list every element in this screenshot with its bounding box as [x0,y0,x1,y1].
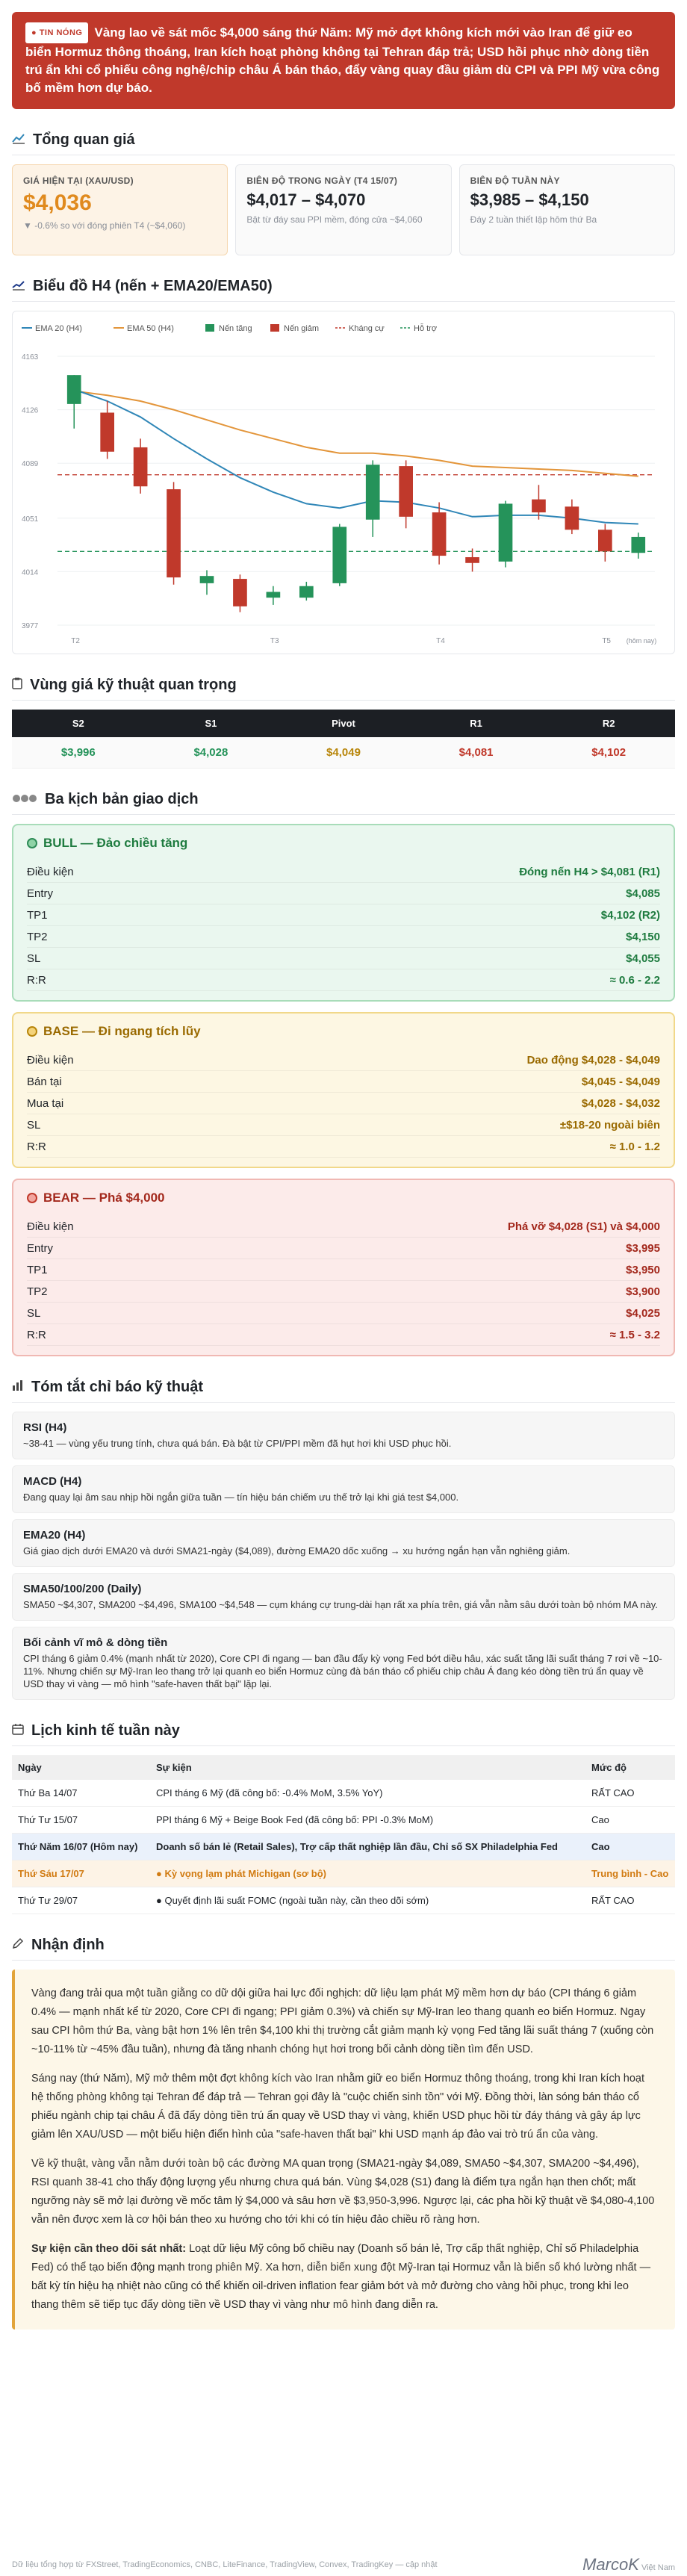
overview-title: Tổng quan giá [12,131,675,155]
weekly-range-card: BIÊN ĐỘ TUẦN NÀY $3,985 – $4,150 Đáy 2 tuần thiết lập hôm thứ Ba [459,164,675,255]
y-tick-label: 3977 [22,622,39,630]
candle-down [565,506,579,530]
levels-title: Vùng giá kỹ thuật quan trọng [12,677,675,701]
level-r1: $4,081 [410,737,543,769]
bear-dot-icon [27,1193,37,1203]
base-dot-icon [27,1026,37,1037]
level-header: S2 [12,710,145,737]
brand-logo: MarcoK Việt Nam [582,2555,675,2574]
candle-up [67,375,81,404]
current-price: $4,036 [23,190,92,215]
indicator-ema20: EMA20 (H4) Giá giao dịch dưới EMA20 và dưới SMA21-ngày ($4,089), đường EMA20 dốc xuống → xu hướng ngắn hạn vẫn nghiêng giảm. [12,1519,675,1567]
candle-down [432,512,447,556]
table-row: Thứ Sáu 17/07 ● Kỳ vọng lạm phát Michigan (sơ bộ) Trung bình - Cao [12,1860,675,1887]
bear-scenario: BEAR — Phá $4,000 Điều kiện Phá vỡ $4,028 (S1) và $4,000 Entry $3,995 TP1 $3,950 TP2 $3,900 SL $4,025 R:R ≈ 1.5 - 3.2 [12,1179,675,1356]
candle-down [167,489,181,577]
breaking-text: Vàng lao về sát mốc $4,000 sáng thứ Năm: Mỹ mở đợt không kích mới vào Iran để giữ eo biển Hormuz thông thoáng, Iran kích hoạt phòng không tại Tehran đáp trả; USD hồi phục nhờ dòng tiền trú ẩn khi cổ phiếu công nghệ/chip châu Á bán tháo, đẩy vàng quay đầu giảm dù CPI và PPI Mỹ vừa công bố mềm hơn dự báo. [25,25,660,95]
calendar-table: Ngày Sự kiện Mức độ Thứ Ba 14/07 CPI tháng 6 Mỹ (đã công bố: -0.4% MoM, 3.5% YoY) RẤT CAO Thứ Tư 15/07 PPI tháng 6 Mỹ + Beige Book Fed (đã công bố: PPI -0.3% MoM) Cao Thứ Năm 16/07 (Hôm nay) Doanh số bán lẻ (Retail Sales), Trợ cấp thất nghiệp lần đầu, Chỉ số SX Philadelphia Fed Cao Thứ Sáu 17/07 ● Kỳ vọng lạm phát Michigan (sơ bộ) Trung bình - Cao Thứ Tư 29/07 ● Quyết định lãi suất FOMC (ngoài tuần này, cần theo dõi sớm) RẤT CAO [12,1755,675,1914]
candle-down [134,447,148,486]
daily-range-card: BIÊN ĐỘ TRONG NGÀY (T4 15/07) $4,017 – $4,070 Bật từ đáy sau PPI mềm, đóng cửa ~$4,060 [235,164,451,255]
legend-label: Nến tăng [219,324,252,333]
candle-up [200,576,214,583]
legend-label: Hỗ trợ [414,324,438,333]
indicators-title: Tóm tắt chỉ báo kỹ thuật [12,1379,675,1403]
legend-swatch [205,324,214,332]
chart-icon [12,132,25,148]
x-tick-label: T5 [602,637,612,645]
verdict-title: Nhận định [12,1937,675,1961]
calendar-title: Lịch kinh tế tuần này [12,1722,675,1746]
candle-up [499,503,513,561]
clipboard-icon [12,677,22,693]
legend-label: EMA 50 (H4) [127,324,174,333]
h4-chart [12,311,675,654]
candle-down [100,412,114,451]
chart-title: Biểu đồ H4 (nến + EMA20/EMA50) [12,278,675,302]
level-header: S1 [145,710,278,737]
indicator-macro: Bối cảnh vĩ mô & dòng tiền CPI tháng 6 giảm 0.4% (mạnh nhất từ 2020), Core CPI đi ngang — ban đầu đẩy kỳ vọng Fed bớt diều hâu, xác suất tăng lãi suất tháng 7 rơi về ~10-11%. Nhưng chiến sự Mỹ-Iran leo thang trở lại quanh eo biển Hormuz cùng đà bán tháo cổ phiếu chip châu Á đang kéo dòng tiền trú ẩn quay về USD thay vì vàng — mô hình "safe-haven thất bại" lặp lại. [12,1627,675,1700]
h4-chart-svg [13,311,674,654]
base-scenario: BASE — Đi ngang tích lũy Điều kiện Dao động $4,028 - $4,049 Bán tại $4,045 - $4,049 Mua tại $4,028 - $4,032 SL ±$18-20 ngoài biên R:R ≈ 1.0 - 1.2 [12,1012,675,1168]
level-header: R2 [542,710,675,737]
legend-swatch [270,324,279,332]
candle-up [366,465,380,520]
candle-up [332,527,346,583]
y-tick-label: 4014 [22,568,39,577]
breaking-tag: ● TIN NÓNG [25,22,88,43]
level-r2: $4,102 [542,737,675,769]
table-row: Thứ Tư 15/07 PPI tháng 6 Mỹ + Beige Book Fed (đã công bố: PPI -0.3% MoM) Cao [12,1807,675,1834]
y-tick-label: 4051 [22,515,39,524]
table-row: Thứ Tư 29/07 ● Quyết định lãi suất FOMC (ngoài tuần này, cần theo dõi sớm) RẤT CAO [12,1887,675,1914]
candle-up [299,586,314,598]
footer-sources: Dữ liệu tổng hợp từ FXStreet, TradingEconomics, CNBC, LiteFinance, TradingView, Convex, TradingKey — cập nhật [12,2560,438,2569]
y-tick-label: 4163 [22,353,39,361]
bull-dot-icon [27,838,37,848]
table-row: Thứ Ba 14/07 CPI tháng 6 Mỹ (đã công bố: -0.4% MoM, 3.5% YoY) RẤT CAO [12,1780,675,1807]
y-tick-label: 4089 [22,460,39,469]
y-tick-label: 4126 [22,406,39,415]
indicator-sma: SMA50/100/200 (Daily) SMA50 ~$4,307, SMA200 ~$4,496, SMA100 ~$4,548 — cụm kháng cự trung-dài hạn rất xa phía trên, giá vẫn nằm sâu dưới toàn bộ nhóm MA này. [12,1573,675,1621]
candle-up [631,537,645,553]
overview-cards [12,164,675,255]
legend-label: Kháng cự [349,324,385,333]
bar-chart-icon [12,1379,24,1395]
level-s1: $4,028 [145,737,278,769]
x-tick-label: T3 [270,637,279,645]
candle-down [399,466,413,517]
verdict-box: Vàng đang trải qua một tuần giằng co dữ dội giữa hai lực đối nghịch: dữ liệu lạm phát Mỹ mềm hơn dự báo (CPI tháng 6 giảm 0.4% — mạnh nhất kể từ 2020, Core CPI đi ngang; PPI giảm 0.3%) và chiến sự Mỹ-Iran leo thang quanh eo biển Hormuz. Ngay sau CPI hôm thứ Ba, vàng bật hơn 1% lên trên $4,100 khi thị trường cắt giảm mạnh kỳ vọng Fed tăng lãi suất tháng 7 (xuống còn ~10-11% từ ~45% đầu tuần), nhưng đà tăng nhanh chóng hụt hơi trong bối cảnh dòng tiền tìm đến USD. Sáng nay (thứ Năm), Mỹ mở thêm một đợt không kích vào Iran nhằm giữ eo biển Hormuz thông thoáng, trong khi Iran kích hoạt hệ thống phòng không tại Tehran để đáp trả — Tehran gọi đây là "cuộc chiến sinh tồn" với Mỹ. Đồng thời, làn sóng bán tháo cổ phiếu ngành chip tại châu Á đã đẩy dòng tiền trú ẩn quay về USD thay vì vàng, khiến USD phục hồi từ đáy tháng và gây áp lực giảm lên XAU/USD — một biểu hiện điển hình của "safe-haven thất bại" khi USD mạnh áp đảo vai trò trú ẩn của vàng. Về kỹ thuật, vàng vẫn nằm dưới toàn bộ các đường MA quan trọng (SMA21-ngày $4,089, SMA50 ~$4,307, SMA200 ~$4,496), RSI quanh 38-41 cho thấy động lượng yếu nhưng chưa quá bán. Vùng $4,028 (S1) đang là điểm tựa ngắn hạn then chốt; mất ngưỡng này sẽ mở lại đường về mốc tâm lý $4,000 và sâu hơn về $3,950-3,996. Ngược lại, các pha hồi kỹ thuật về $4,080-4,100 vẫn nên được xem là cơ hội bán theo xu hướng cho tới khi có tín hiệu đảo chiều rõ ràng hơn. Sự kiện cần theo dõi sát nhất: Loạt dữ liệu Mỹ công bố chiều nay (Doanh số bán lẻ, Trợ cấp thất nghiệp, Chỉ số Philadelphia Fed) có thể tạo biến động mạnh trong phiên Mỹ. Xa hơn, diễn biến xung đột Mỹ-Iran tại Hormuz vẫn là biến số khó lường nhất — bất kỳ tín hiệu hạ nhiệt nào cũng có thể khiến oil-driven inflation fear giảm bớt và mở đường cho vàng hồi phục, trong khi leo thang thêm sẽ tiếp tục đẩy dòng tiền về USD thay vì vàng như mô hình đang diễn ra. [12,1970,675,2330]
candle-down [598,530,612,551]
levels-table [12,710,675,769]
indicator-rsi: RSI (H4) ~38-41 — vùng yếu trung tính, chưa quá bán. Đà bật từ CPI/PPI mềm đã hụt hơi khi USD phục hồi. [12,1412,675,1459]
table-row-today: Thứ Năm 16/07 (Hôm nay) Doanh số bán lẻ (Retail Sales), Trợ cấp thất nghiệp lần đầu, Chỉ số SX Philadelphia Fed Cao [12,1834,675,1860]
line-chart-icon [12,279,25,294]
three-dots-icon [12,793,37,807]
level-header: Pivot [277,710,410,737]
indicator-macd: MACD (H4) Đang quay lại âm sau nhịp hồi ngắn giữa tuần — tín hiệu bán chiếm ưu thế trở lại khi giá test $4,000. [12,1465,675,1513]
level-s2: $3,996 [12,737,145,769]
candle-down [532,500,546,512]
candle-up [267,592,281,598]
footer [12,2555,675,2575]
today-hint: (hôm nay) [626,637,657,645]
scenarios-title: Ba kịch bản giao dịch [12,791,675,815]
level-pivot: $4,049 [277,737,410,769]
candle-down [465,557,479,563]
calendar-icon [12,1723,24,1739]
breaking-news-banner [12,12,675,109]
level-header: R1 [410,710,543,737]
legend-label: Nến giảm [284,324,320,333]
pencil-icon [12,1937,24,1953]
x-tick-label: T2 [71,637,80,645]
bull-scenario: BULL — Đảo chiều tăng Điều kiện Đóng nến H4 > $4,081 (R1) Entry $4,085 TP1 $4,102 (R2) TP2 $4,150 SL $4,055 R:R ≈ 0.6 - 2.2 [12,824,675,1002]
x-tick-label: T4 [436,637,445,645]
current-price-card: GIÁ HIỆN TẠI (XAU/USD) $4,036 ▼ -0.6% so với đóng phiên T4 (~$4,060) [12,164,228,255]
candle-down [233,579,247,606]
legend-label: EMA 20 (H4) [35,324,82,333]
